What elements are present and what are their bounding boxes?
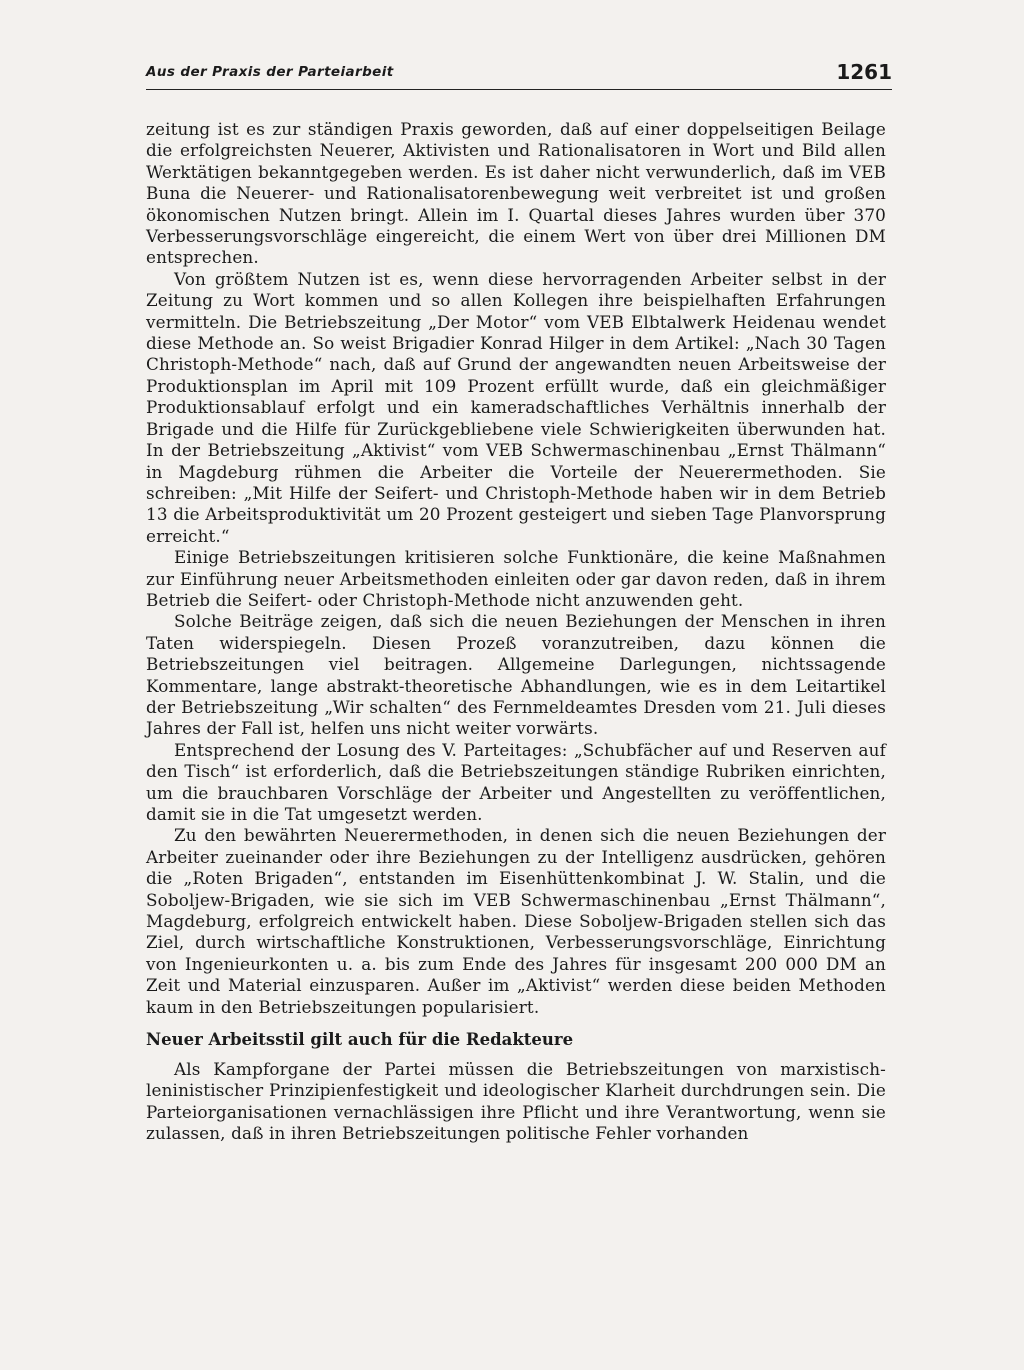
header-rule	[146, 89, 892, 90]
section-heading: Neuer Arbeitsstil gilt auch für die Redakteure	[146, 1030, 574, 1050]
paragraph-2: Von größtem Nutzen ist es, wenn diese hervorragenden Arbeiter selbst in der Zeitung zu Wort kommen und so allen Kollegen ihre beispielhaften Erfahrungen vermitteln. Die Betriebszeitung „Der Motor“ vom VEB Elbtalwerk Heidenau wendet diese Methode an. So weist Brigadier Konrad Hilger in dem Artikel: „Nach 30 Tagen Christoph-Methode“ nach, daß auf Grund der angewandten neuen Arbeitsweise der Produktionsplan im April mit 109 Prozent erfüllt wurde, daß ein gleichmäßiger Produktionsablauf erfolgt und ein kameradschaftliches Verhältnis innerhalb der Brigade und die Hilfe für Zurückgebliebene viele Schwierigkeiten überwunden hat. In der Betriebszeitung „Aktivist“ vom VEB Schwermaschinenbau „Ernst Thälmann“ in Magdeburg rühmen die Arbeiter die Vorteile der Neuerermethoden. Sie schreiben: „Mit Hilfe der Seifert- und Christoph-Methode haben wir in dem Betrieb 13 die Arbeitsproduktivität um 20 Prozent gesteigert und sieben Tage Planvorsprung erreicht.“	[146, 268, 886, 546]
running-title: Aus der Praxis der Parteiarbeit	[146, 64, 394, 80]
body-text	[146, 119, 886, 1145]
paragraph-3: Einige Betriebszeitungen kritisieren solche Funktionäre, die keine Maßnahmen zur Einführung neuer Arbeitsmethoden einleiten oder gar davon reden, daß in ihrem Betrieb die Seifert- oder Christoph-Methode nicht anzuwenden geht.	[146, 547, 886, 610]
paragraph-1: zeitung ist es zur ständigen Praxis geworden, daß auf einer doppelseitigen Beilage die erfolgreichsten Neuerer, Aktivisten und Rationalisatoren in Wort und Bild allen Werktätigen bekanntgegeben werden. Es ist daher nicht verwunderlich, daß im VEB Buna die Neuerer- und Rationalisatorenbewegung weit verbreitet ist und großen ökonomischen Nutzen bringt. Allein im I. Quartal dieses Jahres wurden über 370 Verbesserungsvorschläge eingereicht, die einem Wert von über drei Millionen DM entsprechen.	[146, 119, 886, 268]
section-paragraph: Als Kampforgane der Partei müssen die Betriebszeitungen von marxistisch-leninistischer Prinzipienfestigkeit und ideologischer Klarheit durchdrungen sein. Die Parteiorganisationen vernachlässigen ihre Pflicht und ihre Verantwortung, wenn sie zulassen, daß in ihren Betriebszeitungen politische Fehler vorhanden	[146, 1059, 886, 1144]
page-number: 1261	[836, 60, 892, 84]
paragraph-4: Solche Beiträge zeigen, daß sich die neuen Beziehungen der Menschen in ihren Taten widerspiegeln. Diesen Prozeß voranzutreiben, dazu können die Betriebszeitungen viel beitragen. Allgemeine Darlegungen, nichtssagende Kommentare, lange abstrakt-theoretische Abhandlungen, wie es in dem Leitartikel der Betriebszeitung „Wir schalten“ des Fernmeldeamtes Dresden vom 21. Juli dieses Jahres der Fall ist, helfen uns nicht weiter vorwärts.	[146, 611, 886, 739]
paragraph-5: Entsprechend der Losung des V. Parteitages: „Schubfächer auf und Reserven auf den Tisch“ ist erforderlich, daß die Betriebszeitungen ständige Rubriken einrichten, um die brauchbaren Vorschläge der Arbeiter und Angestellten zu veröffentlichen, damit sie in die Tat umgesetzt werden.	[146, 739, 886, 824]
paragraph-6: Zu den bewährten Neuerermethoden, in denen sich die neuen Beziehungen der Arbeiter zueinander oder ihre Beziehungen zu der Intelligenz ausdrücken, gehören die „Roten Brigaden“, entstanden im Eisenhüttenkombinat J. W. Stalin, und die Soboljew-Brigaden, wie sie sich im VEB Schwermaschinenbau „Ernst Thälmann“, Magdeburg, erfolgreich entwickelt haben. Diese Soboljew-Brigaden stellen sich das Ziel, durch wirtschaftliche Konstruktionen, Verbesserungsvorschläge, Einrichtung von Ingenieurkonten u. a. bis zum Ende des Jahres für insgesamt 200 000 DM an Zeit und Material einzusparen. Außer im „Aktivist“ werden diese beiden Methoden kaum in den Betriebszeitungen popularisiert.	[146, 825, 886, 1017]
running-header	[146, 62, 892, 92]
